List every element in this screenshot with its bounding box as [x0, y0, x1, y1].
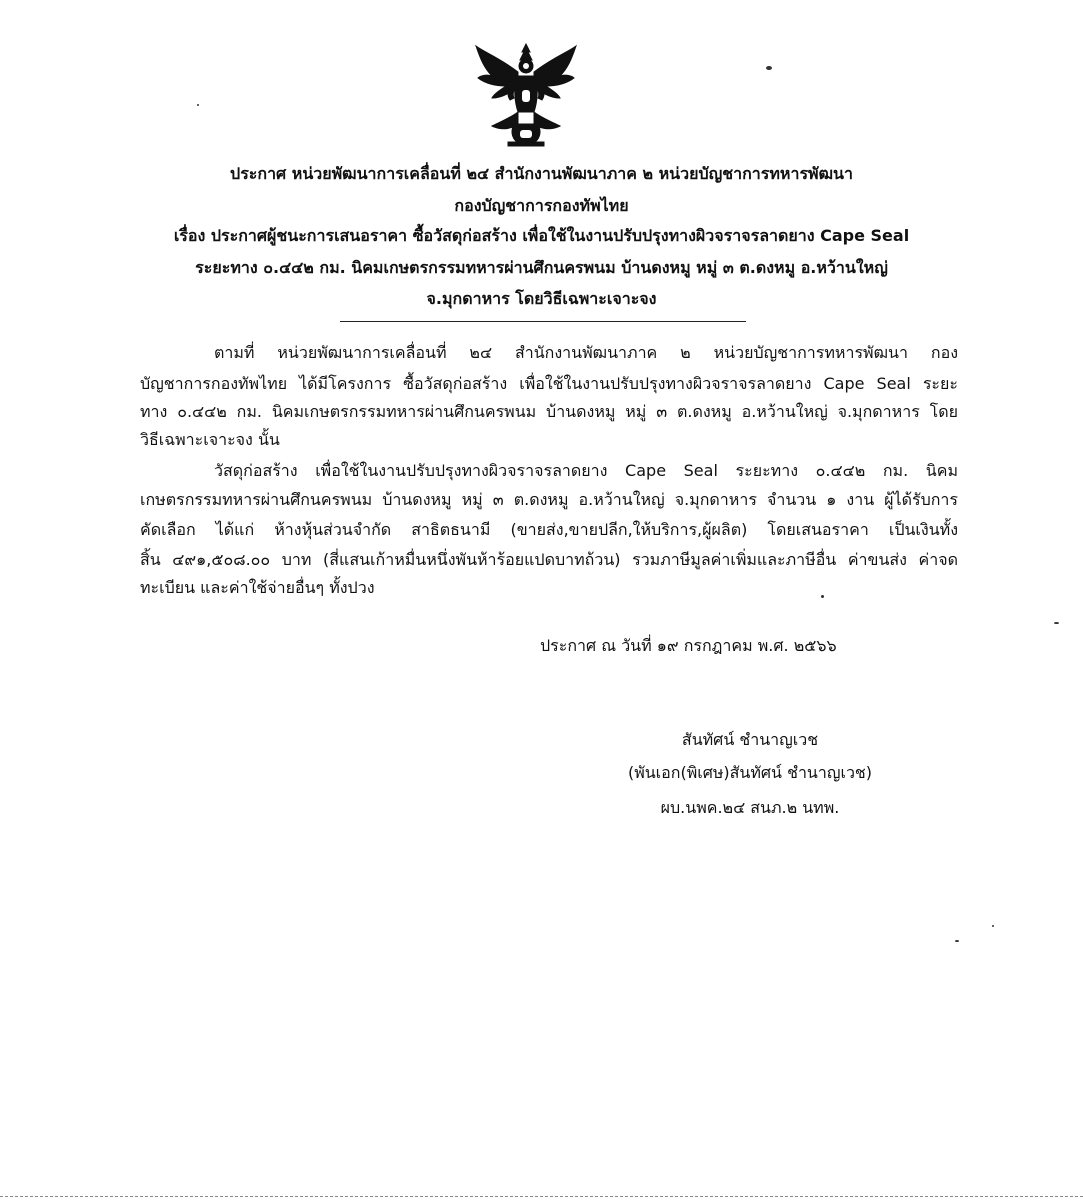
heading-line-5: จ.มุกดาหาร โดยวิธีเฉพาะเจาะจง — [426, 289, 657, 308]
scan-speck — [766, 66, 772, 70]
garuda-emblem-icon — [470, 38, 582, 150]
paragraph2-line-2: เกษตรกรรมทหารผ่านศึกนครพนม บ้านดงหมู หมู่ ๓ ต.ดงหมู อ.หว้านใหญ่ จ.มุกดาหาร จำนวน ๑ งาน ผู้ได้รับการ — [140, 490, 959, 509]
heading-line-1: ประกาศ หน่วยพัฒนาการเคลื่อนที่ ๒๔ สำนักงานพัฒนาภาค ๒ หน่วยบัญชาการทหารพัฒนา — [230, 164, 853, 183]
paragraph1-line-4: วิธีเฉพาะเจาะจง นั้น — [140, 430, 280, 449]
announcement-date: ประกาศ ณ วันที่ ๑๙ กรกฎาคม พ.ศ. ๒๕๖๖ — [540, 636, 837, 655]
scan-speck — [821, 595, 824, 598]
heading-line-4: ระยะทาง ๐.๔๔๒ กม. นิคมเกษตรกรรมทหารผ่านศึกนครพนม บ้านดงหมู หมู่ ๓ ต.ดงหมู อ.หว้านใหญ่ — [195, 258, 888, 277]
scan-speck — [992, 925, 994, 927]
heading-line-2: กองบัญชาการกองทัพไทย — [454, 196, 629, 215]
scan-speck — [197, 104, 199, 106]
heading-line-3: เรื่อง ประกาศผู้ชนะการเสนอราคา ซื้อวัสดุก่อสร้าง เพื่อใช้ในงานปรับปรุงทางผิวจราจรลาดยาง Cape Seal — [173, 226, 910, 245]
scan-speck — [1054, 622, 1059, 624]
heading-divider — [340, 321, 746, 322]
paragraph2-line-5: ทะเบียน และค่าใช้จ่ายอื่นๆ ทั้งปวง — [140, 578, 375, 597]
signature-full-title: (พันเอก(พิเศษ)สันทัศน์ ชำนาญเวช) — [627, 763, 873, 782]
paragraph1-line-2: บัญชาการกองทัพไทย ได้มีโครงการ ซื้อวัสดุก่อสร้าง เพื่อใช้ในงานปรับปรุงทางผิวจราจรลาดยาง Cape Seal ระยะ — [140, 374, 958, 393]
scan-speck — [955, 940, 959, 942]
paragraph2-line-4: สิ้น ๔๙๑,๕๐๘.๐๐ บาท (สี่แสนเก้าหมื่นหนึ่งพันห้าร้อยแปดบาทถ้วน) รวมภาษีมูลค่าเพิ่มและภาษีอื่น ค่าขนส่ง ค่าจด — [140, 550, 958, 569]
signature-position: ผบ.นพค.๒๔ สนภ.๒ นทพ. — [660, 798, 840, 817]
signature-name: สันทัศน์ ชำนาญเวช — [681, 730, 819, 749]
scan-bottom-edge — [0, 1196, 1083, 1197]
paragraph2-line-3: คัดเลือก ได้แก่ ห้างหุ้นส่วนจำกัด สาธิตธนามี (ขายส่ง,ขายปลีก,ให้บริการ,ผู้ผลิต) โดยเสนอราคา เป็นเงินทั้ง — [140, 520, 958, 539]
paragraph2-line-1: วัสดุก่อสร้าง เพื่อใช้ในงานปรับปรุงทางผิวจราจรลาดยาง Cape Seal ระยะทาง ๐.๔๔๒ กม. นิคม — [214, 461, 958, 480]
paragraph1-line-1: ตามที่ หน่วยพัฒนาการเคลื่อนที่ ๒๔ สำนักงานพัฒนาภาค ๒ หน่วยบัญชาการทหารพัฒนา กอง — [214, 343, 958, 362]
paragraph1-line-3: ทาง ๐.๔๔๒ กม. นิคมเกษตรกรรมทหารผ่านศึกนครพนม บ้านดงหมู หมู่ ๓ ต.ดงหมู อ.หว้านใหญ่ จ.มุกดาหาร โดย — [140, 402, 958, 421]
